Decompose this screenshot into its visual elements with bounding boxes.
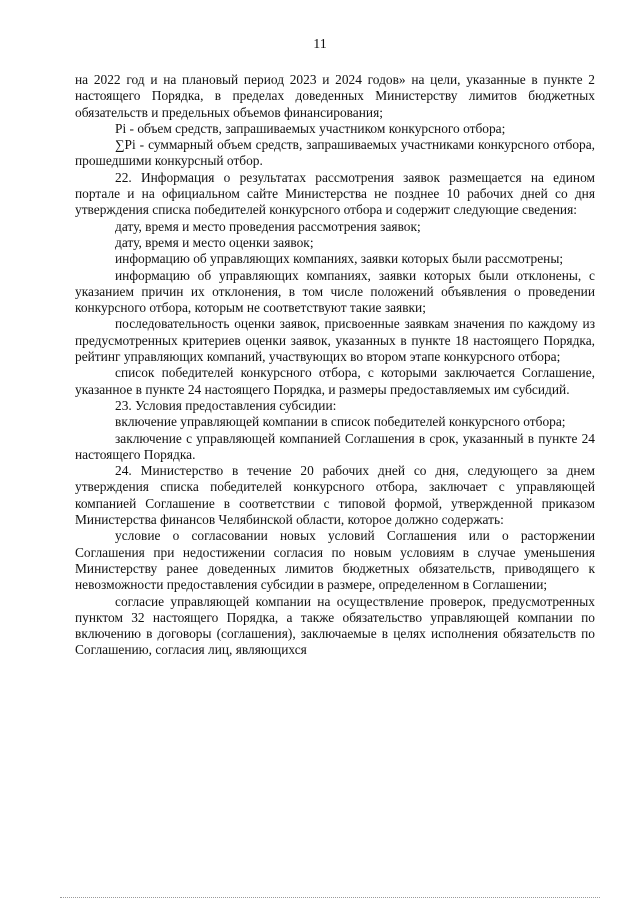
paragraph: условие о согласовании новых условий Соглашения или о расторжении Соглашения при недостижении согласия по новым условиям в случае уменьшения Министерству ранее доведенных лимитов бюджетных обязательств, приводящего к невозможности предоставления субсидии в размере, определенном в Соглашении; bbox=[75, 528, 595, 593]
paragraph: согласие управляющей компании на осуществление проверок, предусмотренных пунктом 32 настоящего Порядка, а также обязательство управляющей компании по включению в договоры (соглашения), заключаемые в целях исполнения обязательств по Соглашению, согласия лиц, являющихся bbox=[75, 593, 595, 658]
paragraph: на 2022 год и на плановый период 2023 и 2024 годов» на цели, указанные в пункте 2 настоящего Порядка, в пределах доведенных Министерству лимитов бюджетных обязательств и предельных объемов финансирования; bbox=[75, 72, 595, 120]
paragraph: 22. Информация о результатах рассмотрения заявок размещается на едином портале и на официальном сайте Министерства не позднее 10 рабочих дней со дня утверждения списка победителей конкурсного отбора и содержит следующие сведения: bbox=[75, 169, 595, 218]
paragraph: 23. Условия предоставления субсидии: bbox=[115, 397, 337, 413]
paragraph: дату, время и место проведения рассмотрения заявок; bbox=[115, 218, 421, 234]
page-number: 11 bbox=[313, 37, 327, 52]
paragraph: последовательность оценки заявок, присвоенные заявкам значения по каждому из предусмотренных критериев оценки заявок, указанных в пункте 18 настоящего Порядка, рейтинг управляющих компаний, участвующих во втором этапе конкурсного отбора; bbox=[75, 316, 595, 365]
paragraph: Pi - объем средств, запрашиваемых участником конкурсного отбора; bbox=[115, 120, 506, 136]
paragraph: список победителей конкурсного отбора, с которыми заключается Соглашение, указанное в пункте 24 настоящего Порядка, и размеры предоставляемых им субсидий. bbox=[75, 365, 595, 397]
document-body bbox=[75, 72, 595, 659]
paragraph: включение управляющей компании в список победителей конкурсного отбора; bbox=[115, 414, 566, 430]
paragraph: заключение с управляющей компанией Соглашения в срок, указанный в пункте 24 настоящего Порядка. bbox=[75, 430, 595, 462]
page-bottom-edge bbox=[60, 897, 600, 898]
paragraph: дату, время и место оценки заявок; bbox=[115, 234, 314, 250]
paragraph: информацию об управляющих компаниях, заявки которых были рассмотрены; bbox=[115, 251, 564, 267]
paragraph: 24. Министерство в течение 20 рабочих дней со дня, следующего за днем утверждения списка победителей конкурсного отбора, заключает с управляющей компанией Соглашение в соответствии с типовой формой, утвержденной приказом Министерства финансов Челябинской области, которое должно содержать: bbox=[75, 463, 595, 528]
paragraph: информацию об управляющих компаниях, заявки которых были отклонены, с указанием причин их отклонения, в том числе положений объявления о проведении конкурсного отбора, которым не соответствуют такие заявки; bbox=[75, 267, 595, 316]
paragraph: ∑Pi - суммарный объем средств, запрашиваемых участниками конкурсного отбора, прошедшими конкурсный отбор. bbox=[75, 137, 595, 169]
